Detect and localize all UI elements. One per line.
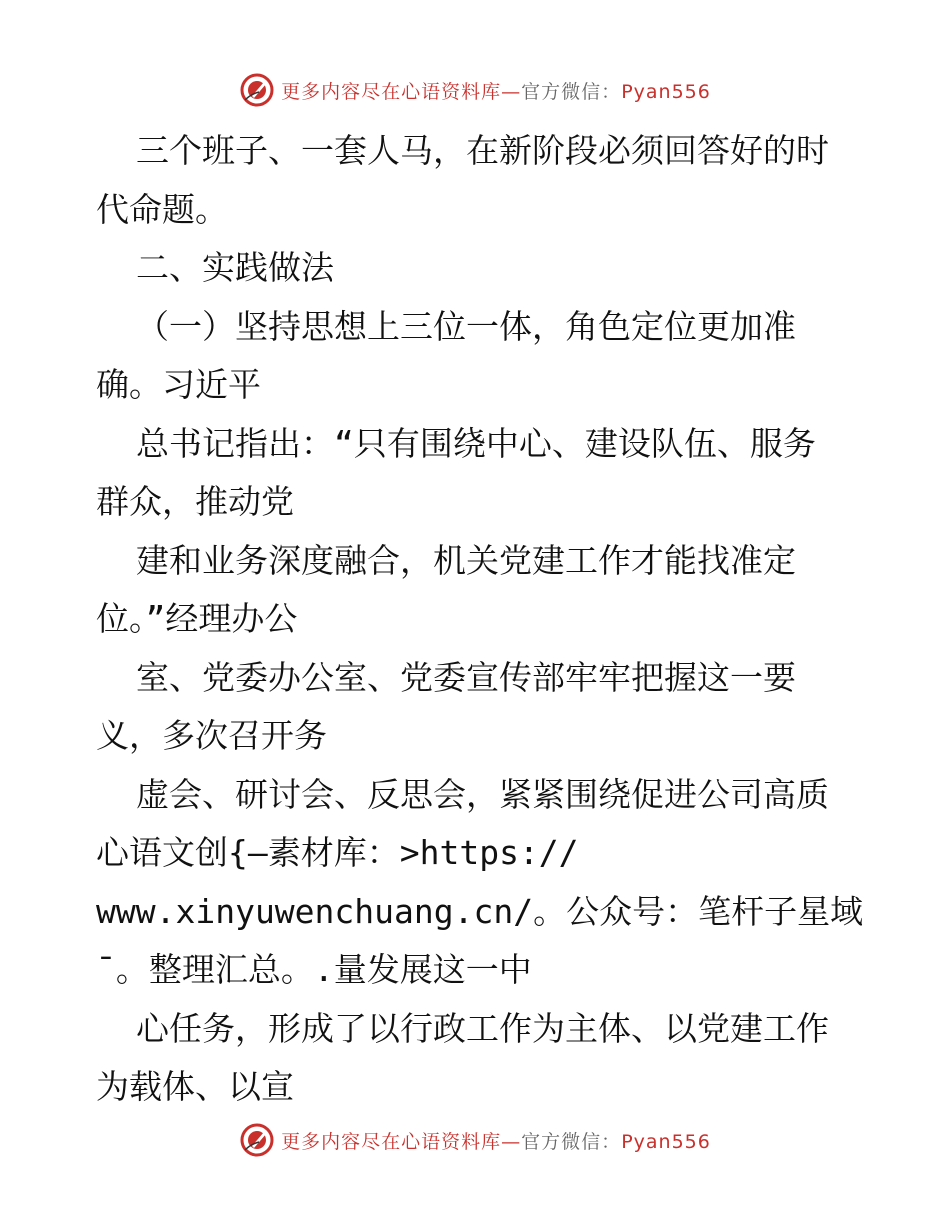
header-separator: — [501,80,522,103]
body-line: 室、党委办公室、党委宣传部牢牢把握这一要 [136,657,796,697]
footer-separator: — [501,1130,522,1153]
body-line: 心语文创{—素材库：>https:// [96,833,579,872]
body-line: 三个班子、一套人马，在新阶段必须回答好的时 [136,131,829,170]
footer-brand: 更多内容尽在心语资料库 [281,1130,502,1153]
header-wechat-id: Pyan556 [621,80,711,103]
body-line: 义，多次召开务 [96,716,327,755]
page-footer-banner [0,1120,950,1160]
footer-brand-text [281,1127,711,1154]
page-header-banner [0,70,950,110]
body-line: ¯。整理汇总。.量发展这一中 [96,950,532,989]
section-heading: 二、实践做法 [136,248,334,287]
body-line: 建和业务深度融合，机关党建工作才能找准定 [136,540,796,580]
quill-seal-icon [239,72,275,108]
header-wechat-label: 官方微信： [521,80,622,103]
quill-seal-icon [239,1122,275,1158]
body-line: 心任务，形成了以行政工作为主体、以党建工作 [136,1008,829,1048]
footer-wechat-label: 官方微信： [521,1130,622,1153]
body-line: 确。习近平 [96,365,261,404]
footer-wechat-id: Pyan556 [621,1130,711,1153]
body-line: 代命题。 [96,189,228,229]
body-line: 群众，推动党 [96,482,294,521]
document-body [96,122,876,1117]
body-line: 虚会、研讨会、反思会，紧紧围绕促进公司高质 [136,774,829,814]
body-line: 总书记指出：“只有围绕中心、建设队伍、服务 [136,423,816,463]
header-brand: 更多内容尽在心语资料库 [281,80,502,103]
body-line: 位。”经理办公 [96,599,298,638]
body-line: www.xinyuwenchuang.cn/。公众号：笔杆子星域 [96,891,864,931]
header-brand-text [281,77,711,104]
subsection-heading: （一）坚持思想上三位一体，角色定位更加准 [136,306,796,346]
body-line: 为载体、以宣 [96,1067,294,1106]
